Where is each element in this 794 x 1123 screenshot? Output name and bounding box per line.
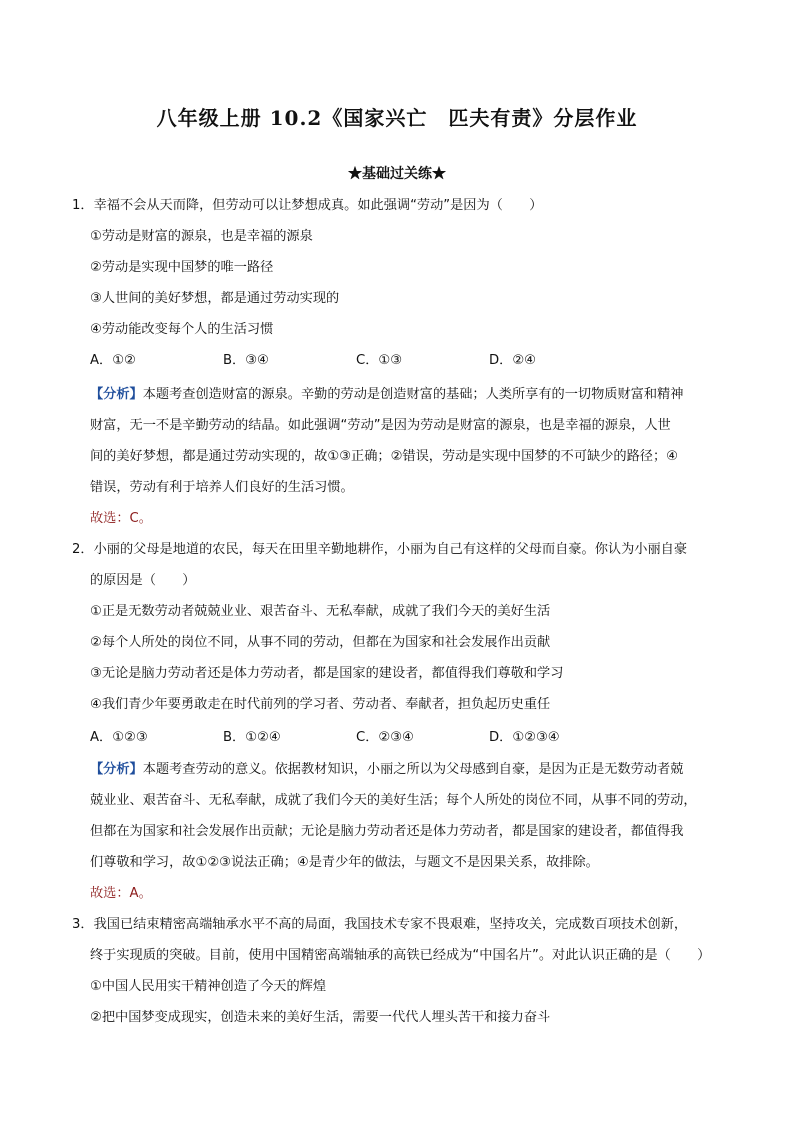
choice-c: C．①③ bbox=[356, 353, 403, 368]
question-2-option-2: ②每个人所处的岗位不同，从事不同的劳动，但都在为国家和社会发展作出贡献 bbox=[90, 635, 551, 650]
question-1-option-2: ②劳动是实现中国梦的唯一路径 bbox=[90, 260, 274, 275]
question-3-stem-line-2: 终于实现质的突破。目前，使用中国精密高端轴承的高铁已经成为“中国名片”。对此认识正确的是（ ） bbox=[90, 948, 711, 963]
question-1-analysis-line-4: 错误，劳动有利于培养人们良好的生活习惯。 bbox=[90, 480, 354, 495]
question-1-option-1: ①劳动是财富的源泉，也是幸福的源泉 bbox=[90, 229, 313, 244]
question-2-choices bbox=[90, 728, 650, 748]
question-2-analysis-line-3: 但都在为国家和社会发展作出贡献；无论是脑力劳动者还是体力劳动者，都是国家的建设者，都值得我 bbox=[90, 824, 684, 839]
question-3-option-2: ②把中国梦变成现实，创造未来的美好生活，需要一代代人埋头苦干和接力奋斗 bbox=[90, 1010, 551, 1025]
question-1-conclusion: 故选：C。 bbox=[90, 511, 152, 526]
question-2-stem-line-2: 的原因是（ ） bbox=[90, 573, 196, 588]
question-1-analysis-line-2: 财富，无一不是辛勤劳动的结晶。如此强调“劳动”是因为劳动是财富的源泉，也是幸福的源泉，人世 bbox=[90, 418, 671, 433]
question-2-conclusion: 故选：A。 bbox=[90, 886, 152, 901]
question-2-analysis-line-4: 们尊敬和学习，故①②③说法正确；④是青少年的做法，与题文不是因果关系，故排除。 bbox=[90, 855, 599, 870]
question-3-stem-line-1: 3．我国已结束精密高端轴承水平不高的局面，我国技术专家不畏艰难，坚持攻关，完成数百项技术创新， bbox=[72, 917, 688, 932]
question-2-option-3: ③无论是脑力劳动者还是体力劳动者，都是国家的建设者，都值得我们尊敬和学习 bbox=[90, 666, 564, 681]
question-1-option-4: ④劳动能改变每个人的生活习惯 bbox=[90, 322, 274, 337]
question-2-analysis-line-1: 【分析】本题考查劳动的意义。依据教材知识，小丽之所以为父母感到自豪，是因为正是无数劳动者兢 bbox=[90, 762, 684, 777]
analysis-tag: 【分析】 bbox=[90, 387, 143, 402]
question-1-analysis-line-1: 【分析】本题考查创造财富的源泉。辛勤的劳动是创造财富的基础；人类所享有的一切物质财富和精神 bbox=[90, 387, 684, 402]
choice-a: A．①② bbox=[90, 353, 136, 368]
choice-c: C．②③④ bbox=[356, 730, 414, 745]
choice-a: A．①②③ bbox=[90, 730, 148, 745]
question-2-option-1: ①正是无数劳动者兢兢业业、艰苦奋斗、无私奉献，成就了我们今天的美好生活 bbox=[90, 604, 551, 619]
question-1-option-3: ③人世间的美好梦想，都是通过劳动实现的 bbox=[90, 291, 340, 306]
choice-d: D．②④ bbox=[489, 353, 536, 368]
question-1-analysis-line-3: 间的美好梦想，都是通过劳动实现的，故①③正确；②错误，劳动是实现中国梦的不可缺少的路径；④ bbox=[90, 449, 678, 464]
analysis-tag: 【分析】 bbox=[90, 762, 143, 777]
choice-b: B．③④ bbox=[223, 353, 269, 368]
page-title: 八年级上册 10.2《国家兴亡 匹夫有责》分层作业 bbox=[156, 106, 638, 130]
question-2-analysis-line-2: 兢业业、艰苦奋斗、无私奉献，成就了我们今天的美好生活；每个人所处的岗位不同，从事不同的劳动， bbox=[90, 793, 697, 808]
choice-b: B．①②④ bbox=[223, 730, 281, 745]
question-2-stem-line-1: 2．小丽的父母是地道的农民，每天在田里辛勤地耕作，小丽为自己有这样的父母而自豪。你认为小丽自豪 bbox=[72, 542, 688, 557]
question-1-choices bbox=[90, 351, 650, 371]
section-heading: ★基础过关练★ bbox=[348, 166, 446, 182]
question-3-option-1: ①中国人民用实干精神创造了今天的辉煌 bbox=[90, 979, 327, 994]
choice-d: D．①②③④ bbox=[489, 730, 560, 745]
question-1-stem: 1．幸福不会从天而降，但劳动可以让梦想成真。如此强调“劳动”是因为（ ） bbox=[72, 198, 543, 213]
question-2-option-4: ④我们青少年要勇敢走在时代前列的学习者、劳动者、奉献者，担负起历史重任 bbox=[90, 697, 551, 712]
